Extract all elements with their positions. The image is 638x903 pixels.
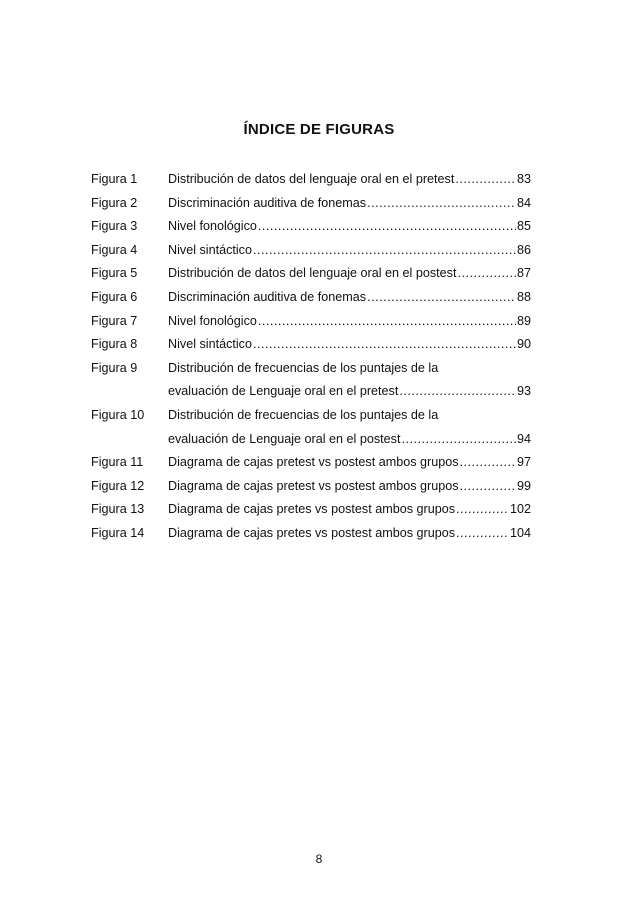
dot-leader (253, 333, 516, 357)
dot-leader (258, 215, 516, 239)
figure-title: Distribución de datos del lenguaje oral en el postest (168, 266, 457, 281)
figure-label: Figura 10 (91, 407, 145, 422)
figure-page-number: 88 (516, 289, 531, 304)
figure-page-number: 90 (516, 337, 531, 352)
figure-page-number: 83 (516, 172, 531, 186)
figure-entry-14 (91, 522, 531, 546)
figure-label: Figura 9 (91, 360, 138, 375)
dot-leader (258, 310, 516, 334)
figure-page-number: 104 (509, 525, 531, 540)
figure-label: Figura 2 (91, 195, 138, 210)
figure-entry-3 (91, 215, 531, 239)
figure-title: Diagrama de cajas pretest vs postest ambos grupos (168, 455, 459, 470)
figure-title: Diagrama de cajas pretes vs postest ambos grupos (168, 525, 455, 540)
dot-leader (460, 451, 516, 475)
figure-label: Figura 7 (91, 313, 138, 328)
figure-title-line-1: Distribución de frecuencias de los puntajes de la (168, 407, 439, 422)
figure-page-number: 84 (516, 195, 531, 210)
figure-label: Figura 3 (91, 219, 138, 234)
page-number: 8 (315, 852, 323, 866)
dot-leader (457, 262, 516, 286)
figure-entry-10 (91, 404, 531, 451)
figure-label: Figura 8 (91, 337, 138, 352)
figure-title: Discriminación auditiva de fonemas (168, 289, 367, 304)
figure-label: Figura 12 (91, 478, 145, 493)
dot-leader (401, 428, 516, 452)
figure-page-number: 94 (516, 431, 531, 446)
figure-entry-1 (91, 168, 531, 192)
figure-label: Figura 14 (91, 525, 145, 540)
figure-page-number: 89 (516, 313, 531, 328)
figure-entry-4 (91, 239, 531, 263)
figure-page-number: 99 (516, 478, 531, 493)
dot-leader (460, 475, 516, 499)
figure-label: Figura 13 (91, 502, 145, 517)
figure-page-number: 87 (516, 266, 531, 281)
figure-title: Nivel sintáctico (168, 337, 252, 352)
figure-entry-5 (91, 262, 531, 286)
page-title: ÍNDICE DE FIGURAS (243, 121, 395, 138)
figure-page-number: 97 (516, 455, 531, 470)
dot-leader (455, 168, 516, 192)
dot-leader (367, 286, 516, 310)
figure-page-number: 102 (509, 502, 531, 517)
dot-leader (367, 192, 516, 216)
figure-label: Figura 1 (91, 172, 138, 186)
figure-title: Distribución de datos del lenguaje oral en el pretest (168, 172, 455, 186)
figure-entry-9 (91, 357, 531, 404)
figure-title: Discriminación auditiva de fonemas (168, 195, 367, 210)
figure-index-list (91, 168, 531, 546)
figure-entry-13 (91, 498, 531, 522)
figure-title-line-2: evaluación de Lenguaje oral en el postest (168, 431, 401, 446)
figure-page-number: 85 (516, 219, 531, 234)
figure-title-line-2: evaluación de Lenguaje oral en el pretest (168, 384, 399, 399)
figure-label: Figura 6 (91, 289, 138, 304)
dot-leader (456, 522, 509, 546)
dot-leader (456, 498, 509, 522)
figure-entry-6 (91, 286, 531, 310)
figure-title: Nivel fonológico (168, 313, 257, 328)
figure-page-number: 93 (516, 384, 531, 399)
figure-label: Figura 11 (91, 455, 144, 470)
dot-leader (399, 380, 516, 404)
dot-leader (253, 239, 516, 263)
figure-page-number: 86 (516, 242, 531, 257)
figure-label: Figura 4 (91, 242, 138, 257)
figure-entry-8 (91, 333, 531, 357)
figure-title: Diagrama de cajas pretes vs postest ambos grupos (168, 502, 455, 517)
figure-entry-7 (91, 310, 531, 334)
figure-title: Diagrama de cajas pretest vs postest ambos grupos (168, 478, 459, 493)
figure-entry-12 (91, 475, 531, 499)
figure-title-line-1: Distribución de frecuencias de los puntajes de la (168, 360, 439, 375)
figure-title: Nivel fonológico (168, 219, 257, 234)
figure-entry-2 (91, 192, 531, 216)
figure-title: Nivel sintáctico (168, 242, 252, 257)
figure-entry-11 (91, 451, 531, 475)
figure-label: Figura 5 (91, 266, 138, 281)
